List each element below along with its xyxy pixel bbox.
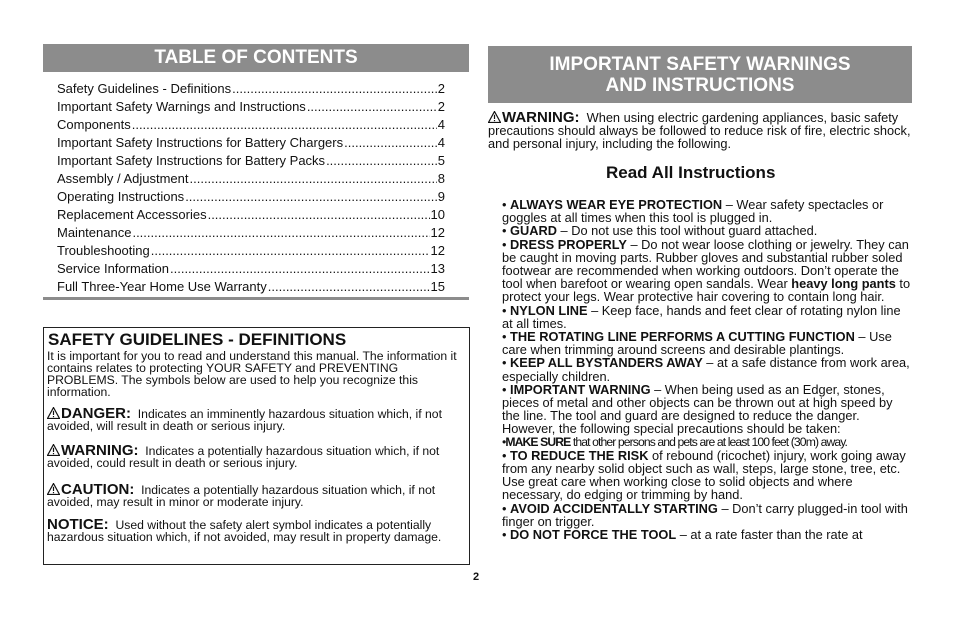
toc-leader-dots bbox=[151, 242, 430, 260]
important-header-line2: AND INSTRUCTIONS bbox=[605, 74, 795, 96]
toc-entry bbox=[57, 188, 445, 206]
toc-entry-page: 12 bbox=[430, 225, 445, 240]
toc-leader-dots bbox=[232, 80, 437, 98]
toc-entry-title: Replacement Accessories bbox=[57, 207, 207, 222]
toc-entry-title: Important Safety Instructions for Battery Chargers bbox=[57, 135, 344, 150]
toc-leader-dots bbox=[268, 278, 430, 296]
toc-leader-dots bbox=[344, 134, 437, 152]
safety-alert-icon bbox=[47, 407, 60, 419]
page-number: 2 bbox=[473, 571, 480, 583]
toc-entry-page: 2 bbox=[437, 81, 445, 96]
toc-divider bbox=[43, 297, 469, 300]
toc-entry-title: Service Information bbox=[57, 261, 169, 276]
safety-guidelines-intro: It is important for you to read and understand this manual. The information it contains relates to protecting YOUR SAFETY and PREVENTING PROBLEMS. The symbols below are used to help you recognize this information. bbox=[47, 349, 457, 399]
toc-leader-dots bbox=[307, 98, 437, 116]
caution-definition bbox=[47, 482, 467, 508]
toc-entry-page: 4 bbox=[437, 135, 445, 150]
important-header-line1: IMPORTANT SAFETY WARNINGS bbox=[549, 53, 851, 75]
important-safety-header bbox=[488, 46, 912, 103]
bullet-make-sure: •MAKE SURE that other persons and pets are at least 100 feet (30m) away. bbox=[502, 434, 848, 449]
caution-term: CAUTION: bbox=[61, 481, 135, 498]
toc-leader-dots bbox=[326, 152, 437, 170]
danger-definition bbox=[47, 406, 467, 432]
toc-entry-title: Operating Instructions bbox=[57, 189, 185, 204]
bullet-eye-protection: • ALWAYS WEAR EYE PROTECTION – Wear safety spectacles or goggles at all times when this tool is plugged in. bbox=[502, 197, 884, 226]
toc-leader-dots bbox=[190, 170, 437, 188]
bullet-accidental-start: • AVOID ACCIDENTALLY STARTING – Don’t carry plugged-in tool with finger on trigger. bbox=[502, 500, 908, 529]
toc-entry-page: 4 bbox=[437, 117, 445, 132]
bullet-nylon-line: • NYLON LINE – Keep face, hands and feet clear of rotating nylon line at all times. bbox=[502, 302, 901, 331]
toc-leader-dots bbox=[132, 116, 437, 134]
toc-entry-title: Maintenance bbox=[57, 225, 132, 240]
toc-entry bbox=[57, 152, 445, 170]
toc-entry-title: Assembly / Adjustment bbox=[57, 171, 189, 186]
toc-entry-title: Important Safety Warnings and Instructions bbox=[57, 99, 306, 114]
toc-leader-dots bbox=[170, 260, 430, 278]
toc-entry-page: 8 bbox=[437, 171, 445, 186]
toc-entry bbox=[57, 260, 445, 278]
safety-guidelines-box bbox=[43, 327, 470, 565]
read-all-instructions-heading: Read All Instructions bbox=[606, 163, 776, 182]
warning-text: Indicates a potentially hazardous situation which, if not avoided, could result in death or serious injury. bbox=[47, 444, 440, 470]
toc-entry-title: Troubleshooting bbox=[57, 243, 150, 258]
general-warning-text: When using electric gardening appliances, basic safety precautions should always be followed to reduce risk of fire, electric shock, and personal injury, including the following. bbox=[488, 110, 911, 151]
toc-entry-page: 2 bbox=[437, 99, 445, 114]
warning-term: WARNING: bbox=[61, 442, 139, 459]
safety-bullets bbox=[502, 198, 912, 541]
toc-entry-page: 9 bbox=[437, 189, 445, 204]
safety-alert-icon bbox=[47, 483, 60, 495]
toc-entry-title: Safety Guidelines - Definitions bbox=[57, 81, 232, 96]
toc-entry-page: 10 bbox=[430, 207, 445, 222]
general-warning bbox=[488, 110, 912, 150]
toc-entry-page: 13 bbox=[430, 261, 445, 276]
notice-text: Used without the safety alert symbol indicates a potentially hazardous situation which, if not avoided, may result in property damage. bbox=[47, 518, 442, 544]
toc-header: TABLE OF CONTENTS bbox=[43, 44, 469, 72]
safety-alert-icon bbox=[47, 444, 60, 456]
general-warning-term: WARNING: bbox=[502, 109, 580, 126]
toc-entry-page: 15 bbox=[430, 279, 445, 294]
toc-entry bbox=[57, 80, 445, 98]
bullet-guard: • GUARD – Do not use this tool without guard attached. bbox=[502, 223, 818, 239]
bullet-do-not-force: • DO NOT FORCE THE TOOL – at a rate faster than the rate at bbox=[502, 527, 863, 543]
bullet-rotating-line: • THE ROTATING LINE PERFORMS A CUTTING FUNCTION – Use care when trimming around screens and desirable plantings. bbox=[502, 329, 892, 358]
toc-entry bbox=[57, 224, 445, 242]
bullet-dress-properly: • DRESS PROPERLY – Do not wear loose clothing or jewelry. They can be caught in moving parts. Rubber gloves and substantial rubber soled footwear are recommended when working outdoors. Don’t operate the tool when barefoot or wearing open sandals. Wear heavy long pants to protect your legs. Wear protective hair covering to contain long hair. bbox=[502, 236, 911, 305]
toc-entry bbox=[57, 170, 445, 188]
toc-entry-title: Full Three-Year Home Use Warranty bbox=[57, 279, 267, 294]
bullet-important-warning: • IMPORTANT WARNING – When being used as an Edger, stones, pieces of metal and other objects can be thrown out at high speed by the line. The tool and guard are designed to reduce the danger. However, the following special precautions should be taken: bbox=[502, 381, 893, 437]
toc-entry bbox=[57, 206, 445, 224]
notice-definition bbox=[47, 516, 467, 544]
bullet-reduce-risk: • TO REDUCE THE RISK of rebound (ricochet) injury, work going away from any nearby solid object such as wall, steps, large stone, tree, etc. Use great care when working close to solid objects and where necessary, do edging or trimming by hand. bbox=[502, 447, 906, 503]
warning-definition bbox=[47, 443, 467, 469]
toc-leader-dots bbox=[208, 206, 430, 224]
toc-entry-page: 12 bbox=[430, 243, 445, 258]
toc-entry bbox=[57, 116, 445, 134]
toc-entry bbox=[57, 134, 445, 152]
toc-list bbox=[57, 80, 445, 296]
notice-term: NOTICE: bbox=[47, 516, 109, 533]
safety-alert-icon bbox=[488, 111, 501, 123]
toc-entry-title: Important Safety Instructions for Battery Packs bbox=[57, 153, 326, 168]
danger-text: Indicates an imminently hazardous situation which, if not avoided, will result in death or serious injury. bbox=[47, 407, 442, 433]
danger-term: DANGER: bbox=[61, 405, 131, 422]
bullet-bystanders: • KEEP ALL BYSTANDERS AWAY – at a safe distance from work area, especially children. bbox=[502, 355, 910, 384]
toc-leader-dots bbox=[185, 188, 437, 206]
toc-entry-page: 5 bbox=[437, 153, 445, 168]
toc-leader-dots bbox=[132, 224, 429, 242]
toc-entry-title: Components bbox=[57, 117, 131, 132]
toc-entry bbox=[57, 278, 445, 296]
toc-entry bbox=[57, 98, 445, 116]
caution-text: Indicates a potentially hazardous situation which, if not avoided, may result in minor or moderate injury. bbox=[47, 483, 436, 509]
safety-guidelines-title: SAFETY GUIDELINES - DEFINITIONS bbox=[48, 330, 347, 349]
toc-entry bbox=[57, 242, 445, 260]
